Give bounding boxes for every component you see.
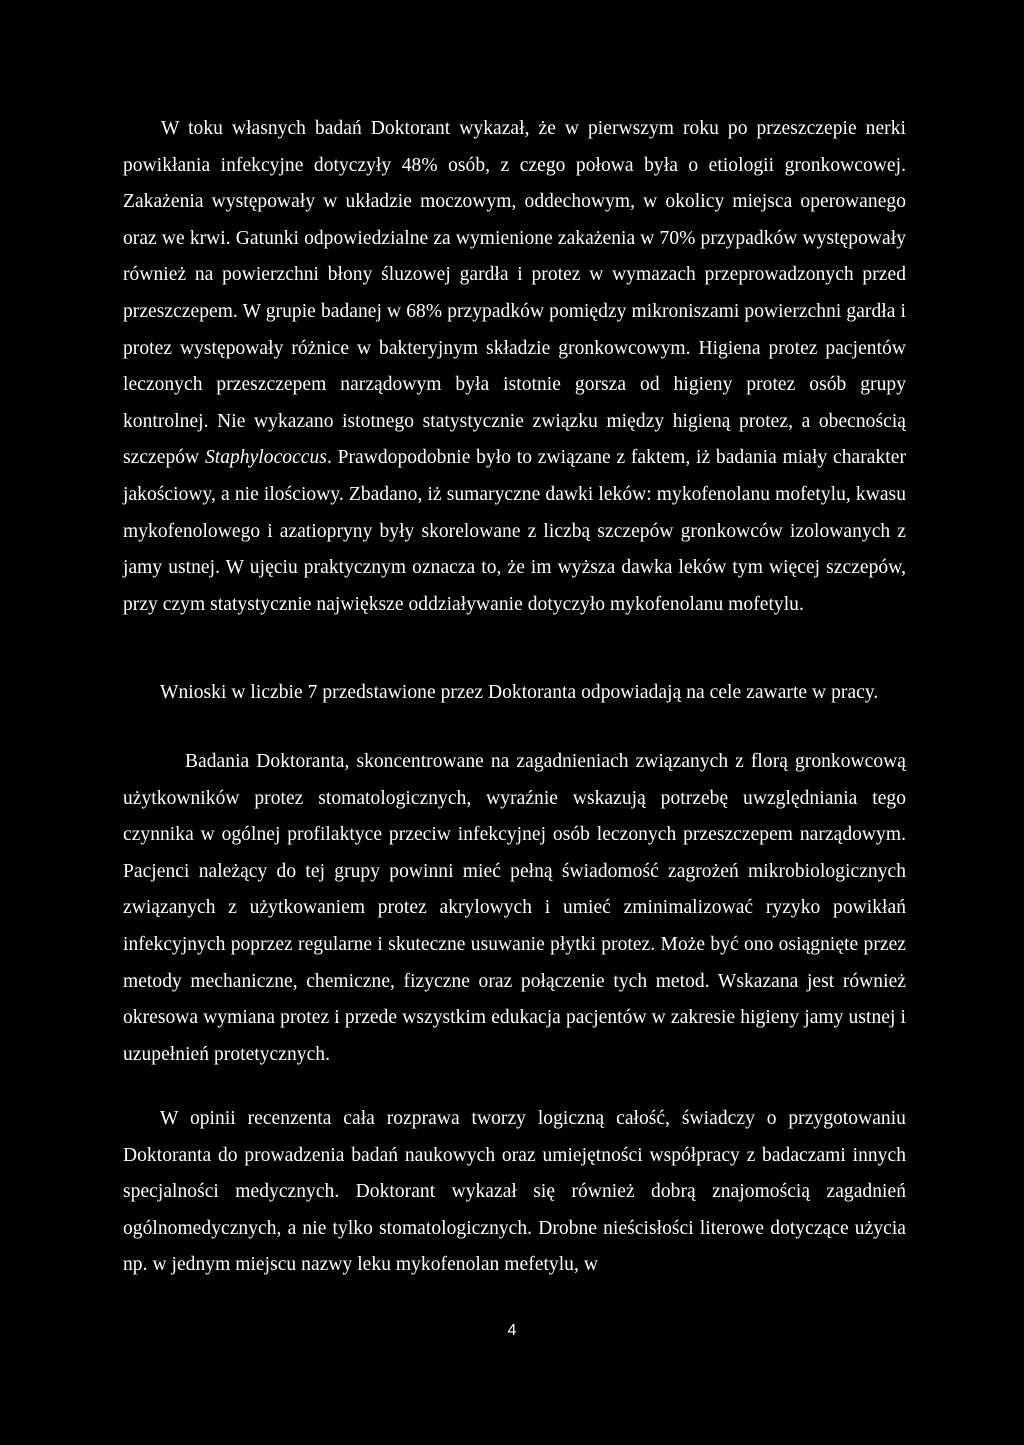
paragraph-text: Badania Doktoranta, skoncentrowane na zagadnieniach związanych z florą gronkowcową użytkowników protez stomatologicznych, wyraźnie wskazują potrzebę uwzględniania tego czynnika w ogólnej profilaktyce przeciw infekcyjnej osób leczonych przeszczepem narządowym. Pacjenci należący do tej grupy powinni mieć pełną świadomość zagrożeń mikrobiologicznych związanych z użytkowaniem protez akrylowych i umieć zminimalizować ryzyko powikłań infekcyjnych poprzez regularne i skuteczne usuwanie płytki protez. Może być ono osiągnięte przez metody mechaniczne, chemiczne, fizyczne oraz połączenie tych metod. Wskazana jest również okresowa wymiana protez i przede wszystkim edukacja pacjentów w zakresie higieny jamy ustnej i uzupełnień protetycznych. [123, 751, 906, 1065]
paragraph-practical-significance [123, 744, 906, 1073]
page-number: 4 [507, 1322, 517, 1339]
paragraph-text: W opinii recenzenta cała rozprawa tworzy logiczną całość, świadczy o przygotowaniu Doktoranta do prowadzenia badań naukowych oraz umiejętności współpracy z badaczami innych specjalności medycznych. Doktorant wykazał się również dobrą znajomością zagadnień ogólnomedycznych, a nie tylko stomatologicznych. Drobne nieścisłości literowe dotyczące użycia np. w jednym miejscu nazwy leku mykofenolan mefetylu, w [123, 1108, 906, 1276]
paragraph-conclusions [123, 675, 906, 712]
species-name-italic: Staphylococcus [204, 447, 327, 469]
paragraph-text: W toku własnych badań Doktorant wykazał, że w pierwszym roku po przeszczepie nerki powikłania infekcyjne dotyczyły 48% osób, z czego połowa była o etiologii gronkowcowej. Zakażenia występowały w układzie moczowym, oddechowym, w okolicy miejsca operowanego oraz we krwi. Gatunki odpowiedzialne za wymienione zakażenia w 70% przypadków występowały również na powierzchni błony śluzowej gardła i protez w wymazach przeprowadzonych przed przeszczepem. W grupie badanej w 68% przypadków pomiędzy mikroniszami powierzchni gardła i protez występowały różnice w bakteryjnym składzie gronkowcowym. Higiena protez pacjentów leczonych przeszczepem narządowym była istotnie gorsza od higieny protez osób grupy kontrolnej. Nie wykazano istotnego statystycznie związku między higieną protez, a obecnością szczepów [123, 118, 906, 469]
paragraph-reviewer-opinion [123, 1101, 906, 1284]
paragraph-text-continued: . Prawdopodobnie było to związane z faktem, iż badania miały charakter jakościowy, a nie ilościowy. Zbadano, iż sumaryczne dawki leków: mykofenolanu mofetylu, kwasu mykofenolowego i azatiopryny były skorelowane z liczbą szczepów gronkowców izolowanych z jamy ustnej. W ujęciu praktycznym oznacza to, że im wyższa dawka leków tym więcej szczepów, przy czym statystycznie największe oddziaływanie dotyczyło mykofenolanu mofetylu. [123, 447, 906, 615]
paragraph-text: Wnioski w liczbie 7 przedstawione przez Doktoranta odpowiadają na cele zawarte w pracy. [160, 682, 879, 703]
paragraph-research-findings [123, 111, 906, 623]
